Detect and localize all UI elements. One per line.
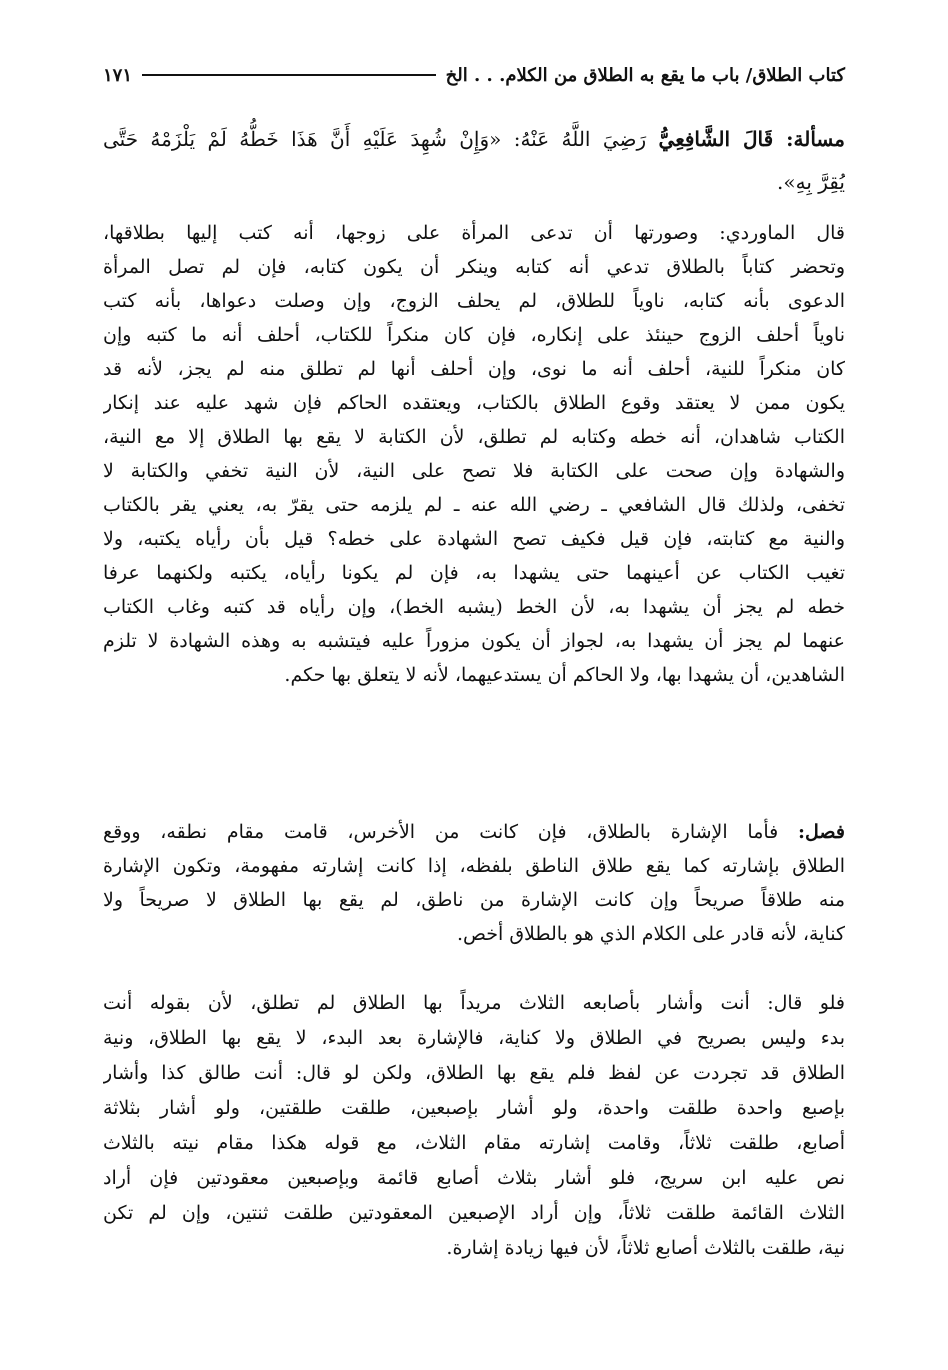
text-line: الطلاق قد تجردت عن لفظ فلم يقع بها الطلاق، ولكن لو قال: أنت طالق كذا وأشار: [103, 1062, 845, 1084]
text-line: وتحضر كتاباً بالطلاق تدعي أنه كتابه وينكر أن يكون كتابه، فإن لم تصل المرأة: [103, 256, 845, 278]
text-line: بإصبع واحدة طلقت واحدة، ولو أشار بإصبعين، طلقت طلقتين، ولو أشار بثلاثة: [103, 1097, 845, 1119]
text-line: [103, 815, 845, 849]
text-line: الكتاب شاهدان، أنه خطه وكتابه لم تطلق، لأن الكتابة لا يقع بها الطلاق إلا مع النية،: [103, 426, 845, 448]
text-line: نية، طلقت بالثلاث أصابع ثلاثاً، لأن فيها زيادة إشارة.: [446, 1237, 845, 1259]
text-line: فلو قال: أنت وأشار بأصابعه الثلاث مريداً بها الطلاق لم تطلق، لأن بقوله أنت: [103, 992, 845, 1014]
text-line: بدء وليس بصريح في الطلاق ولا كناية، فالإشارة بعد البدء، لا يقع بها الطلاق، ونية: [103, 1027, 845, 1049]
masala-lead: مسألة: قَالَ الشَّافِعِيُّ: [658, 127, 845, 151]
text-line: والشهادة وإن صحت على الكتابة فلا تصح على النية، لأن النية تخفي والكتابة لا: [103, 460, 845, 482]
paragraph-fasl: [103, 815, 845, 951]
running-header: [103, 60, 845, 90]
text-line: عنهما لم يجز أن يشهدا به، لجواز أن يكون مزوراً عليه فيتشبه به وهذه الشهادة لا تلزم: [103, 630, 845, 652]
text-line: خطه لم يجز أن يشهدا به، لأن الخط (يشبه الخط)، وإن رأياه قد كتبه وغاب الكتاب: [103, 596, 845, 618]
fasl-lead: فصل:: [798, 821, 845, 843]
text-line: الدعوى بأنه كتابه، ناوياً للطلاق، لم يحلف الزوج، وإن وصلت دعواها، بأنه كتب: [103, 290, 845, 312]
text-line-content: فأما الإشارة بالطلاق، فإن كانت من الأخرس، قامت مقام نطقه، ووقع: [103, 821, 779, 843]
text-line: منه طلاقاً صريحاً وإن كانت الإشارة من ناطق، لم يقع بها الطلاق لا صريحاً ولا: [103, 889, 845, 911]
text-line: يكون ممن لا يعتقد وقوع الطلاق بالكتاب، ويعتقده الحاكم فإن شهد عليه عند إنكار: [103, 392, 845, 414]
header-rule: [142, 74, 436, 76]
text-line: نص عليه ابن سريج، فلو أشار بثلاث أصابع قائمة وبإصبعين معقودتين فإن أراد: [103, 1167, 845, 1189]
text-line: ناوياً أحلف الزوج حينئذ على إنكاره، فإن كان منكراً للكتاب، أحلف أنه ما كتبه وإن: [103, 324, 845, 346]
masala-paragraph: [103, 118, 845, 204]
text-line: أصابع، طلقت ثلاثاً، وقامت إشارته مقام الثلاث، مع قوله هكذا مقام نيته بالثلاث: [103, 1132, 845, 1154]
paragraph-mawardi: [103, 216, 845, 692]
header-title: كتاب الطلاق/ باب ما يقع به الطلاق من الكلام. . . الخ: [445, 64, 845, 86]
text-line: الثلاث القائمة طلقت ثلاثاً، وإن أراد الإصبعين المعقودتين طلقت ثنتين، وإن لم تكن: [103, 1202, 845, 1224]
paragraph-falaw: [103, 986, 845, 1266]
text-line: رَضِيَ اللَّهُ عَنْهُ: «وَإِنْ شُهِدَ عَلَيْهِ أَنَّ هَذَا خَطُّهُ لَمْ يَلْزَمْهُ حَتَّى: [103, 127, 647, 151]
text-line: كان منكراً للنية، أحلف أنه ما نوى، وإن أحلف أنها لم تطلق منه لم يجز، لأنه قد: [103, 358, 845, 380]
text-line: الطلاق بإشارته كما يقع طلاق الناطق بلفظه، إذا كانت إشارته مفهومة، وتكون الإشارة: [103, 855, 845, 877]
text-line: كناية، لأنه قادر على الكلام الذي هو بالطلاق أخص.: [456, 923, 845, 945]
text-line: والنية مع كتابته، فإن قيل فكيف تصح الشهادة على خطه؟ قيل بأن رأياه يكتبه، ولا: [103, 528, 845, 550]
text-line: يُقِرَّ بِهِ».: [777, 170, 845, 194]
text-line: تخفى، ولذلك قال الشافعي ـ رضي الله عنه ـ لم يلزمه حتى يقرّ به، يعني يقر بالكتاب: [103, 494, 845, 516]
text-line: تغيب الكتاب عن أعينهما حتى يشهدا به، فإن لم يكونا رأياه، يكتبه ولكنهما عرفا: [103, 562, 845, 584]
page-number: ١٧١: [103, 64, 133, 86]
text-line: الشاهدين، أن يشهدا بها، ولا الحاكم أن يستدعيهما، لأنه لا يتعلق بها حكم.: [284, 664, 845, 686]
text-line: قال الماوردي: وصورتها أن تدعى المرأة على زوجها، أنه كتب إليها بطلاقها،: [103, 222, 845, 244]
